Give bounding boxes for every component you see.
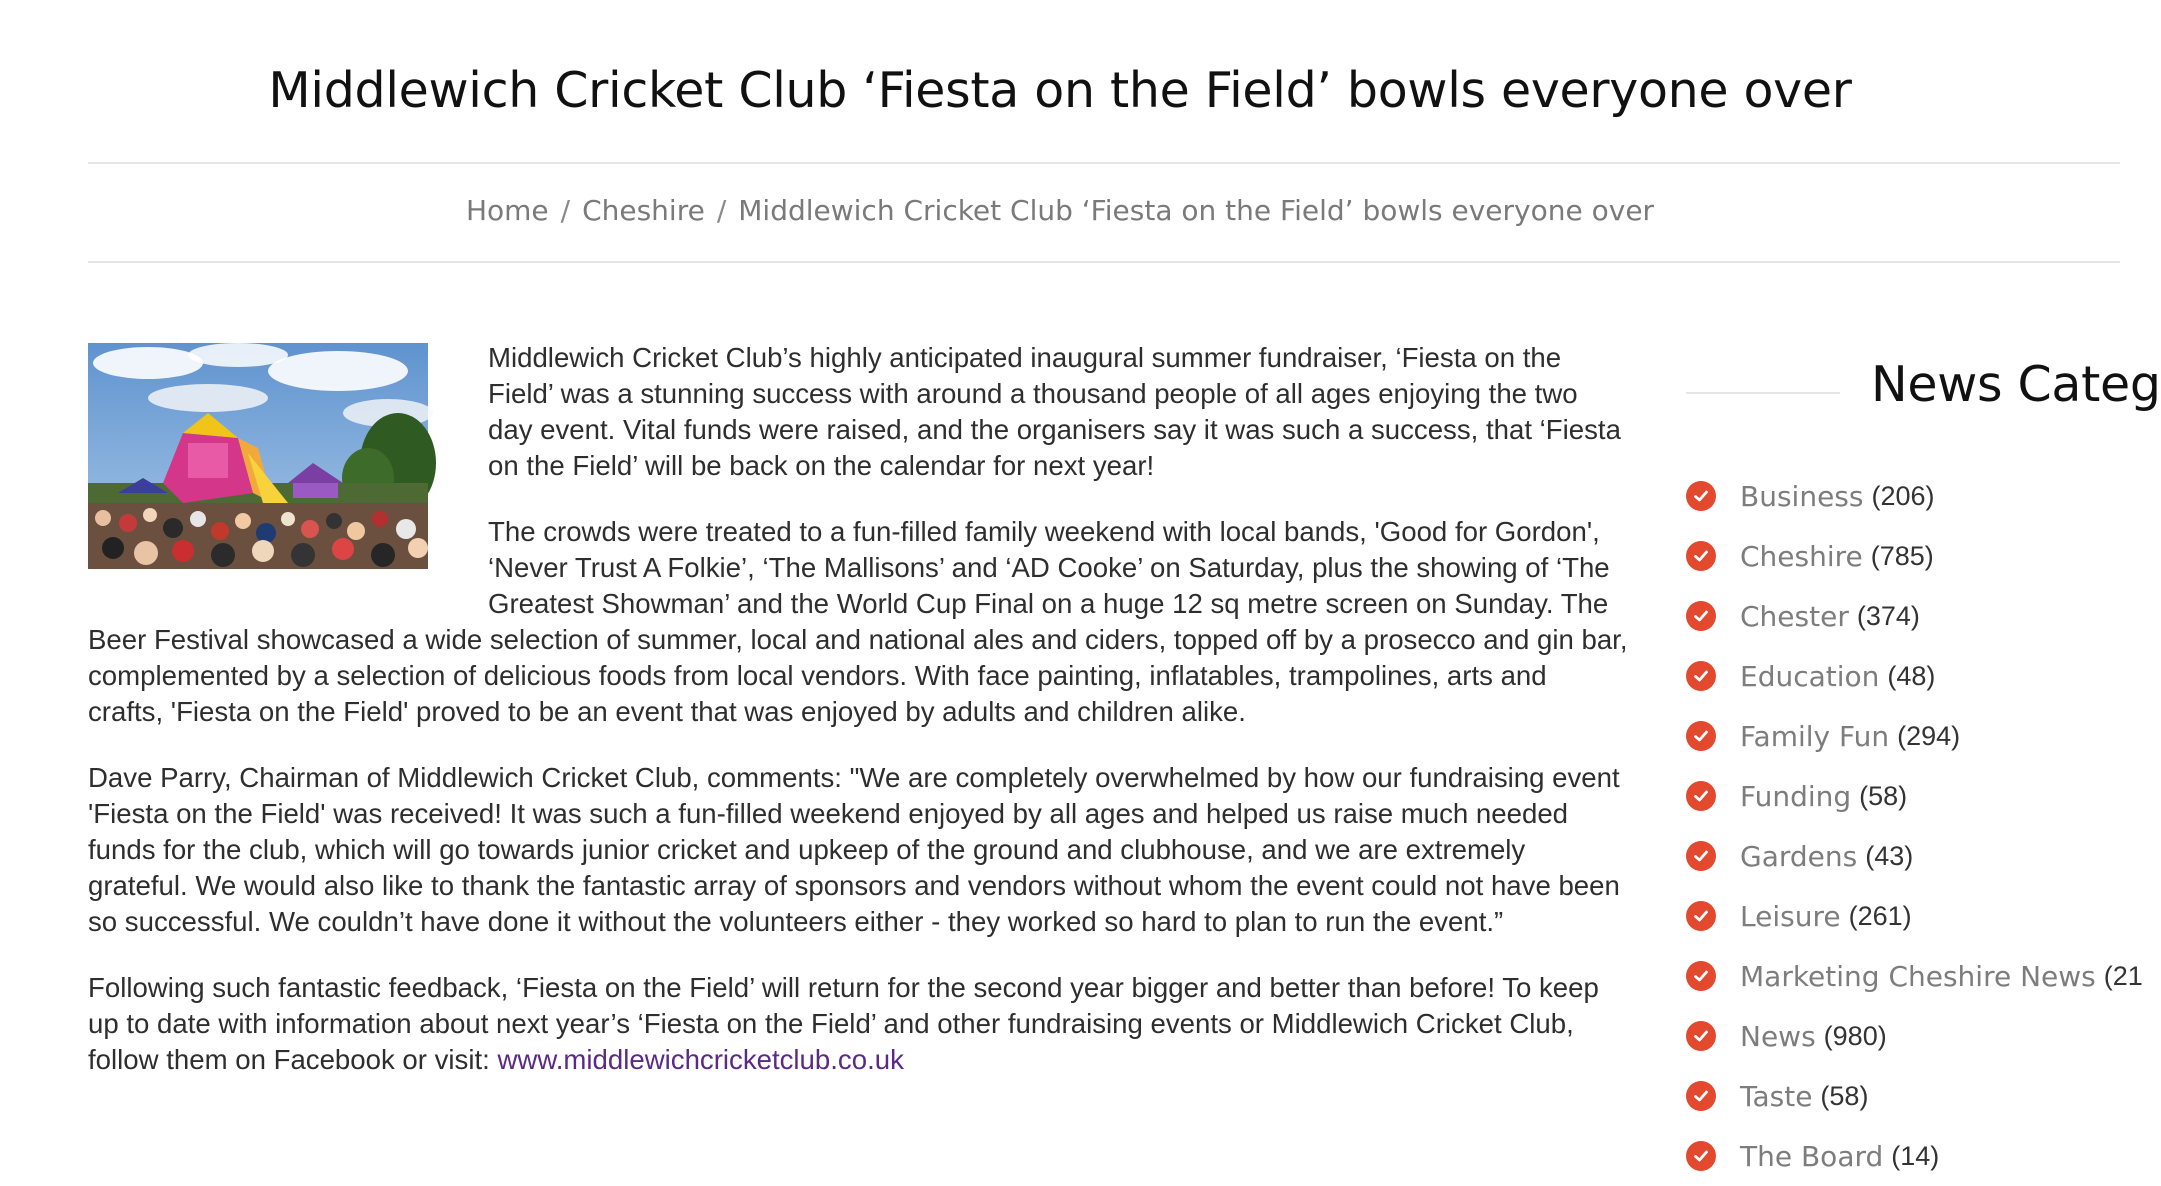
category-name[interactable]: Chester bbox=[1740, 599, 1849, 633]
category-item[interactable] bbox=[1686, 646, 2120, 706]
check-circle-icon bbox=[1686, 1081, 1716, 1111]
category-name[interactable]: Cheshire bbox=[1740, 539, 1863, 573]
header-divider-bottom bbox=[88, 261, 2120, 263]
article-photo bbox=[88, 343, 428, 569]
check-circle-icon bbox=[1686, 1141, 1716, 1171]
category-count: (58) bbox=[1859, 780, 1908, 811]
category-item[interactable] bbox=[1686, 706, 2120, 766]
sidebar-header bbox=[1686, 356, 2161, 426]
article-photo-illustration bbox=[88, 343, 428, 569]
breadcrumb-home-link[interactable]: Home bbox=[465, 194, 549, 227]
breadcrumb-separator: / bbox=[716, 194, 727, 227]
check-circle-icon bbox=[1686, 721, 1716, 751]
article-paragraph: The crowds were treated to a fun-filled family weekend with local bands, 'Good for Gordon', ‘Never Trust A Folkie’, ‘The Mallisons’ and ‘AD Cooke’ on Saturday, plus the showing of ‘The Greatest Showman’ and the World Cup Final on a huge 12 sq metre screen on Sunday. The Beer Festival showcased a wide selection of summer, local and national ales and ciders, topped off by a prosecco and gin bar, complemented by a selection of delicious foods from local vendors. With face painting, inflatables, trampolines, arts and crafts, 'Fiesta on the Field' proved to be an event that was enjoyed by adults and children alike. bbox=[88, 516, 1628, 727]
category-name[interactable]: Marketing Cheshire News bbox=[1740, 959, 2096, 993]
category-count: (48) bbox=[1887, 660, 1936, 691]
article-body bbox=[88, 340, 1628, 1108]
category-count: (785) bbox=[1870, 540, 1934, 571]
breadcrumb-current: Middlewich Cricket Club ‘Fiesta on the Field’ bowls everyone over bbox=[738, 194, 1655, 227]
category-count: (43) bbox=[1865, 840, 1914, 871]
category-item[interactable] bbox=[1686, 586, 2120, 646]
breadcrumb-separator: / bbox=[560, 194, 571, 227]
check-circle-icon bbox=[1686, 661, 1716, 691]
category-name[interactable]: Funding bbox=[1740, 779, 1852, 813]
category-name[interactable]: Education bbox=[1740, 659, 1880, 693]
check-circle-icon bbox=[1686, 961, 1716, 991]
category-name[interactable]: Gardens bbox=[1740, 839, 1858, 873]
category-name[interactable]: News bbox=[1740, 1019, 1816, 1053]
header-divider-top bbox=[88, 162, 2120, 164]
category-item[interactable] bbox=[1686, 526, 2120, 586]
check-circle-icon bbox=[1686, 601, 1716, 631]
category-item[interactable] bbox=[1686, 826, 2120, 886]
category-item[interactable] bbox=[1686, 886, 2120, 946]
category-count: (980) bbox=[1823, 1020, 1887, 1051]
category-item[interactable] bbox=[1686, 466, 2120, 526]
category-count: (58) bbox=[1820, 1080, 1869, 1111]
category-count: (261) bbox=[1848, 900, 1912, 931]
page-title: Middlewich Cricket Club ‘Fiesta on the Field’ bowls everyone over bbox=[268, 62, 1852, 119]
sidebar-heading-rule bbox=[1686, 392, 1840, 394]
article-paragraph: Middlewich Cricket Club’s highly anticipated inaugural summer fundraiser, ‘Fiesta on the Field’ was a stunning success with around a thousand people of all ages enjoying the two day event. Vital funds were raised, and the organisers say it was such a success, that ‘Fiesta on the Field’ will be back on the calendar for next year! bbox=[488, 342, 1621, 481]
article-closing-paragraph bbox=[88, 970, 1628, 1078]
category-name[interactable]: The Board bbox=[1740, 1139, 1884, 1173]
category-name[interactable]: Taste bbox=[1740, 1079, 1813, 1113]
category-count: (294) bbox=[1897, 720, 1961, 751]
category-item[interactable] bbox=[1686, 946, 2143, 1006]
category-item[interactable] bbox=[1686, 1066, 2120, 1126]
category-item[interactable] bbox=[1686, 1126, 2120, 1186]
article-paragraph: Dave Parry, Chairman of Middlewich Cricket Club, comments: "We are completely overwhelmed by how our fundraising event 'Fiesta on the Field' was received! It was such a fun-filled weekend enjoyed by all ages and helped us raise much needed funds for the club, which will go towards junior cricket and upkeep of the ground and clubhouse, and we are extremely grateful. We would also like to thank the fantastic array of sponsors and vendors without whom the event could not have been so successful. We couldn’t have done it without the volunteers either - they worked so hard to plan to run the event.” bbox=[88, 762, 1620, 937]
category-item[interactable] bbox=[1686, 766, 2120, 826]
category-count: (374) bbox=[1856, 600, 1920, 631]
check-circle-icon bbox=[1686, 781, 1716, 811]
check-circle-icon bbox=[1686, 541, 1716, 571]
article-closing-text: Following such fantastic feedback, ‘Fiesta on the Field’ will return for the second year bigger and better than before! To keep up to date with information about next year’s ‘Fiesta on the Field’ and other fundraising events or Middlewich Cricket Club, follow them on Facebook or visit: bbox=[88, 972, 1599, 1075]
breadcrumb bbox=[0, 194, 2120, 227]
check-circle-icon bbox=[1686, 841, 1716, 871]
category-name[interactable]: Family Fun bbox=[1740, 719, 1890, 753]
check-circle-icon bbox=[1686, 1021, 1716, 1051]
breadcrumb-category-link[interactable]: Cheshire bbox=[582, 194, 705, 227]
category-item[interactable] bbox=[1686, 1006, 2120, 1066]
sidebar-heading: News Categ bbox=[1871, 356, 2161, 413]
check-circle-icon bbox=[1686, 481, 1716, 511]
category-name[interactable]: Leisure bbox=[1740, 899, 1841, 933]
category-name[interactable]: Business bbox=[1740, 479, 1864, 513]
club-website-link[interactable]: www.middlewichcricketclub.co.uk bbox=[497, 1044, 904, 1075]
check-circle-icon bbox=[1686, 901, 1716, 931]
news-categories-sidebar bbox=[1686, 356, 2161, 1173]
category-count: (14) bbox=[1891, 1140, 1940, 1171]
category-count: (21 bbox=[2103, 960, 2143, 991]
category-count: (206) bbox=[1871, 480, 1935, 511]
category-list bbox=[1686, 466, 2143, 1173]
